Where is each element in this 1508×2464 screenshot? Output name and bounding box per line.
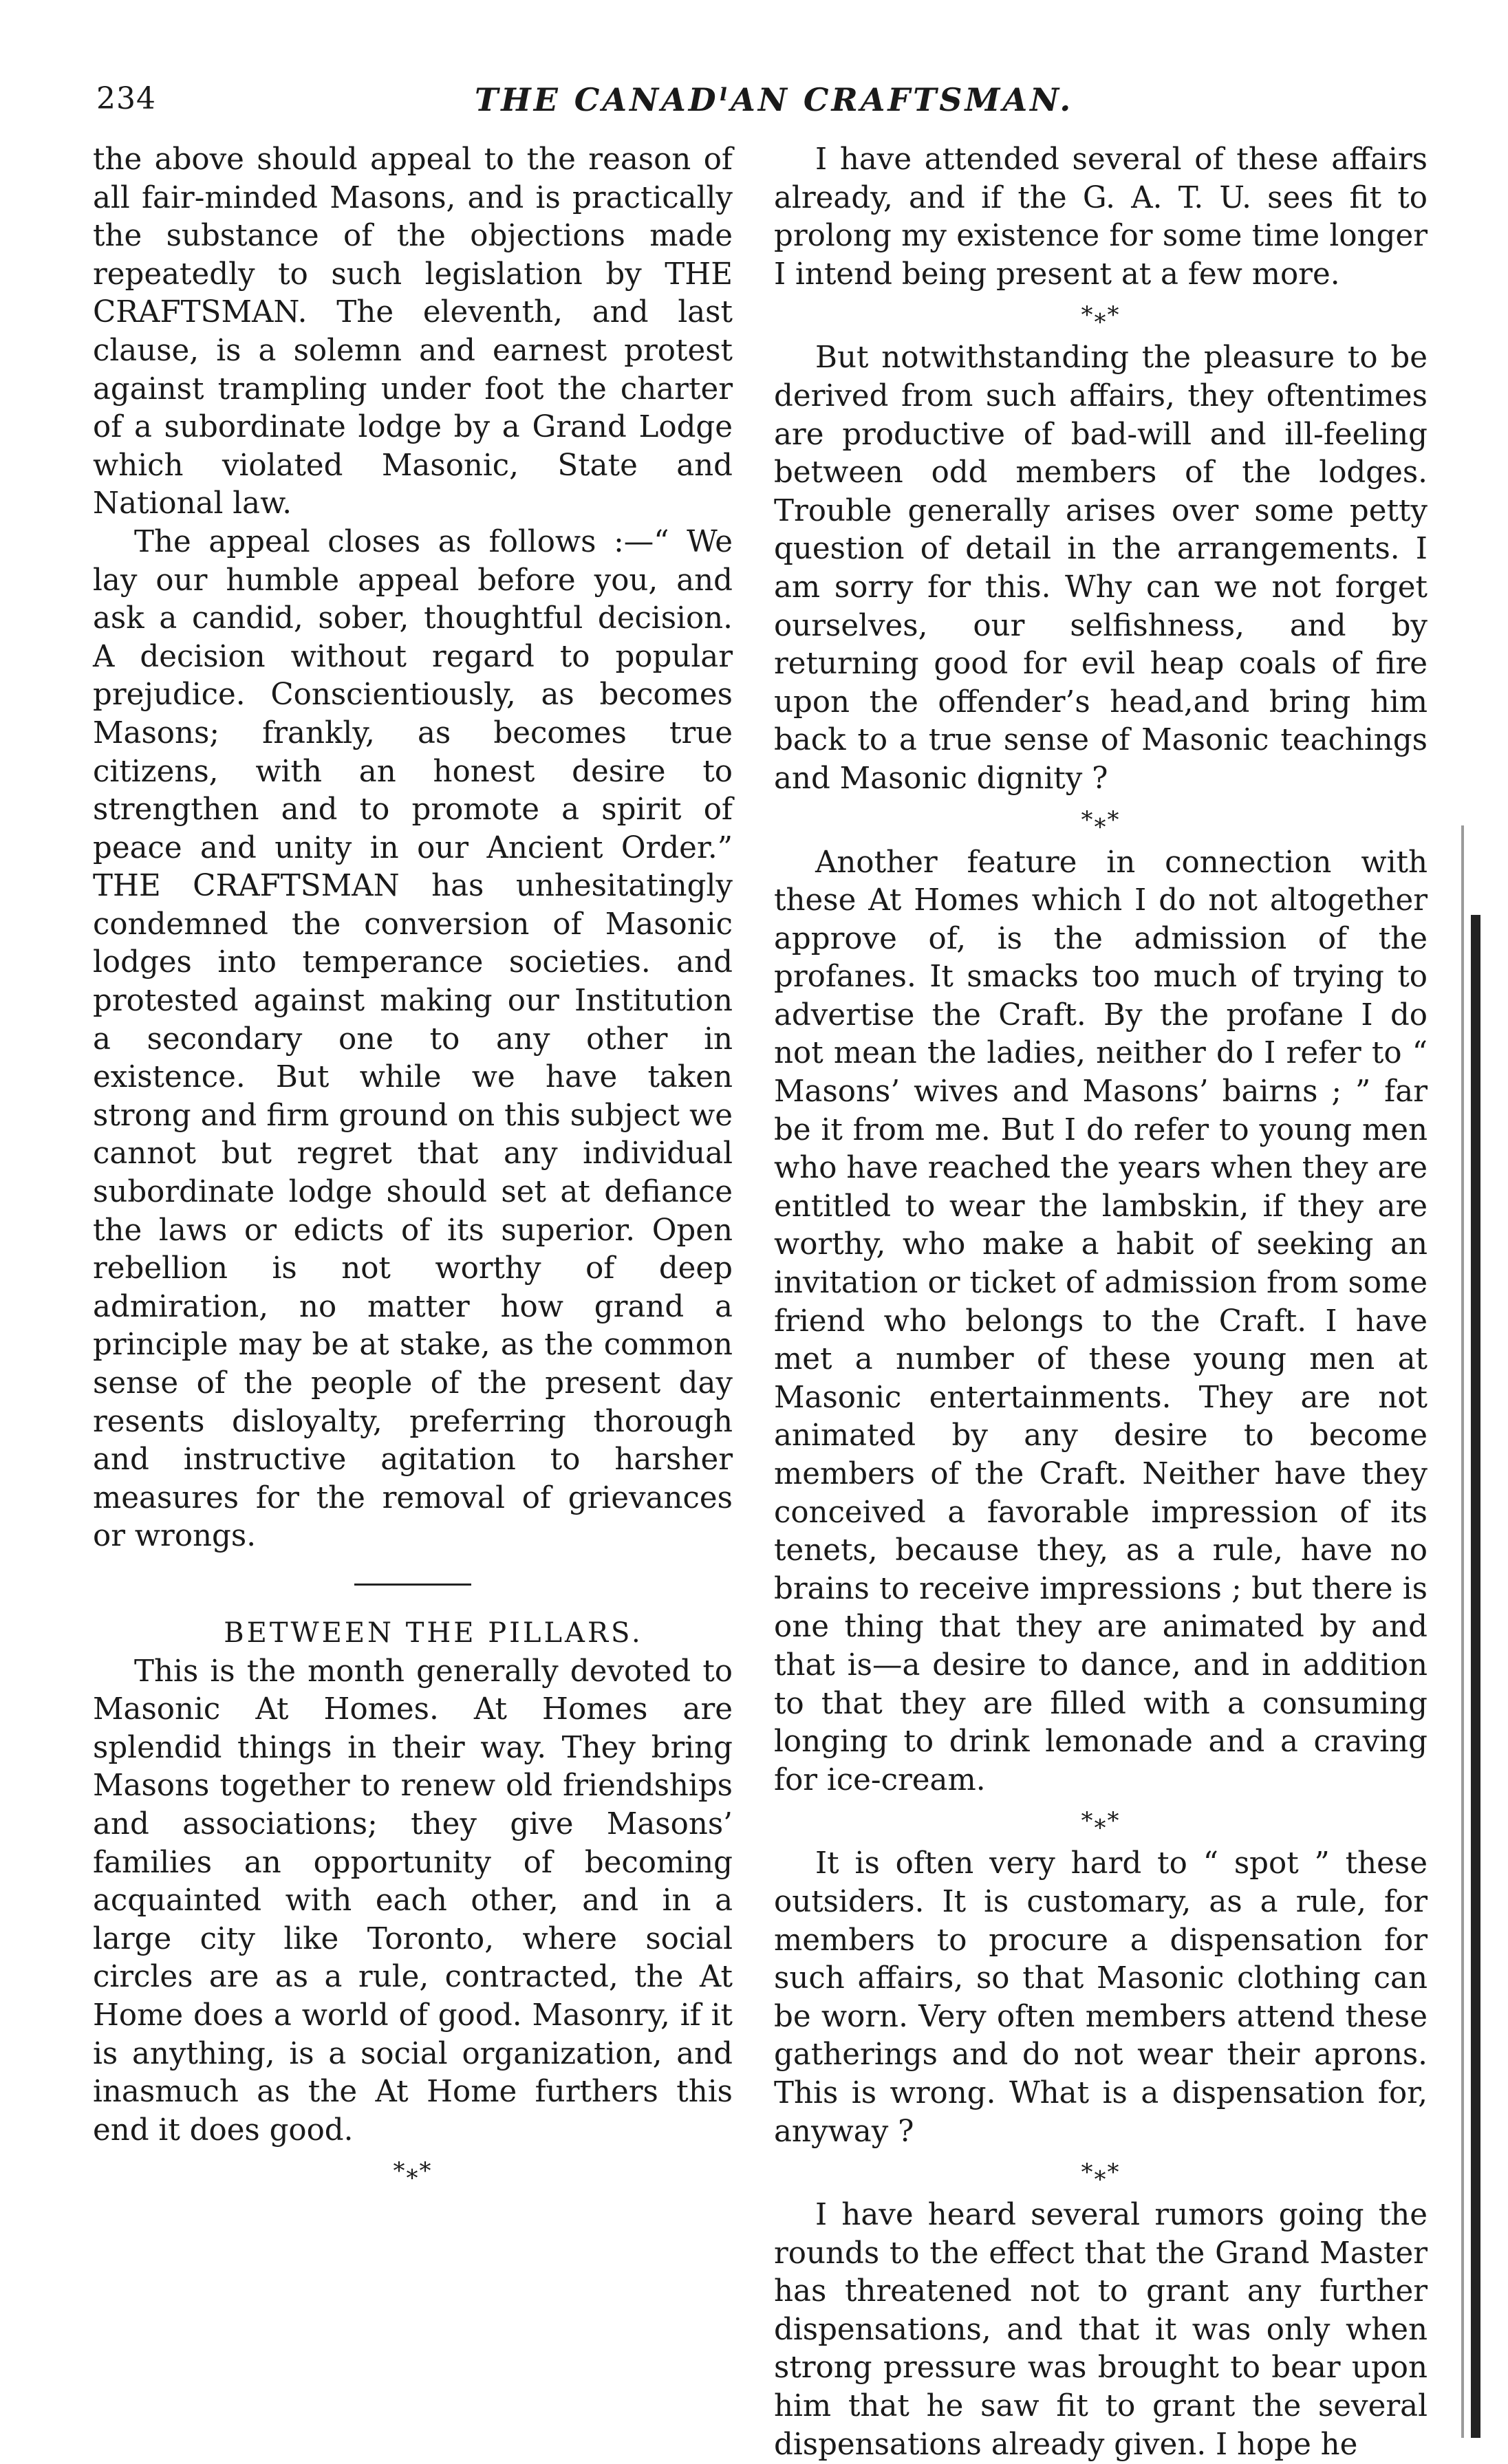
right-paragraph-2: But notwithstanding the pleasure to be derived from such affairs, they oftentimes are productive of bad-will and ill-feeling between odd members of the lodges. Trouble generally arises over some petty question of detail in the arrangements. I am sorry for this. Why can we not forget ourselves, our selfishness, and by returning good for evil heap coals of fire upon the offender’s head,and bring him back to a true sense of Masonic teachings and Masonic dignity ? bbox=[774, 341, 1428, 796]
page-edge-binding bbox=[1471, 915, 1480, 2438]
asterism-separator: *⁎* bbox=[1081, 301, 1121, 329]
running-title: THE CANADˡAN CRAFTSMAN. bbox=[475, 81, 1074, 118]
left-paragraph-3: This is the month generally devoted to Masonic At Homes. At Homes are splendid things in their way. They bring Masons together to renew old friendships and associations; they give Masons’ families an opportunity of becoming acquainted with each other, and in a large city like Toronto, where social circles are as a rule, contracted, the At Home does a world of good. Masonry, if it is anything, is a social organization, and inasmuch as the At Home furthers this end it does good. bbox=[93, 1654, 733, 2148]
asterism-separator: *⁎* bbox=[1081, 806, 1121, 834]
section-divider bbox=[354, 1584, 471, 1586]
page-header bbox=[89, 81, 1452, 122]
left-paragraph-1: the above should appeal to the reason of all fair-minded Masons, and is practically the substance of the objections made repeatedly to such legislation by THE CRAFTSMAN. The eleventh, and last clause, is a solemn and earnest protest against trampling under foot the charter of a subordinate lodge by a Grand Lodge which violated Masonic, State and National law. bbox=[93, 142, 733, 521]
page-number: 234 bbox=[96, 81, 156, 116]
asterism-separator: *⁎* bbox=[1081, 1807, 1121, 1835]
asterism-separator: *⁎* bbox=[393, 2157, 433, 2185]
left-column bbox=[93, 141, 733, 2195]
asterism-separator: *⁎* bbox=[1081, 2159, 1121, 2187]
right-paragraph-3: Another feature in connection with these At Homes which I do not altogether approve of, is the admission of the profanes. It smacks too much of trying to advertise the Craft. By the profane I do not mean the ladies, neither do I refer to “ Masons’ wives and Masons’ bairns ; ” far be it from me. But I do refer to young men who have reached the years when they are entitled to wear the lambskin, if they are worthy, who make a habit of seeking an invitation or ticket of admission from some friend who belongs to the Craft. I have met a number of these young men at Masonic entertainments. They are not animated by any desire to become members of the Craft. Neither have they conceived a favorable impression of its tenets, because they, as a rule, have no brains to receive impressions ; but there is one thing that they are animated by and that is—a desire to dance, and in addition to that they are filled with a consuming longing to drink lemonade and a craving for ice-cream. bbox=[774, 845, 1428, 1797]
left-paragraph-2: The appeal closes as follows :—“ We lay our humble appeal before you, and ask a candid, sober, thoughtful decision. A decision without regard to popular prejudice. Conscientiously, as becomes Masons; frankly, as becomes true citizens, with an honest desire to strengthen and to promote a spirit of peace and unity in our Ancient Order.” THE CRAFTSMAN has unhesitatingly condemned the conversion of Masonic lodges into temperance societies. and protested against making our Institution a secondary one to any other in existence. But while we have taken strong and firm ground on this subject we cannot but regret that any individual subordinate lodge should set at defiance the laws or edicts of its superior. Open rebellion is not worthy of deep admiration, no matter how grand a principle may be at stake, as the common sense of the people of the present day resents disloyalty, preferring thorough and instructive agitation to harsher measures for the removal of grievances or wrongs. bbox=[93, 524, 733, 1554]
right-column bbox=[774, 141, 1428, 2464]
page-edge-shadow bbox=[1461, 825, 1464, 2438]
right-paragraph-1: I have attended several of these affairs already, and if the G. A. T. U. sees fit to prolong my existence for some time longer I intend being present at a few more. bbox=[774, 142, 1428, 292]
section-heading: BETWEEN THE PILLARS. bbox=[224, 1617, 643, 1649]
right-paragraph-5: I have heard several rumors going the rounds to the effect that the Grand Master has threatened not to grant any further dispensations, and that it was only when strong pressure was brought to bear upon him that he saw fit to grant the several dispensations already given. I hope he bbox=[774, 2198, 1428, 2462]
right-paragraph-4: It is often very hard to “ spot ” these outsiders. It is customary, as a rule, for members to procure a dispensation for such affairs, so that Masonic clothing can be worn. Very often members attend these gatherings and do not wear their aprons. This is wrong. What is a dispensation for, anyway ? bbox=[774, 1846, 1428, 2149]
